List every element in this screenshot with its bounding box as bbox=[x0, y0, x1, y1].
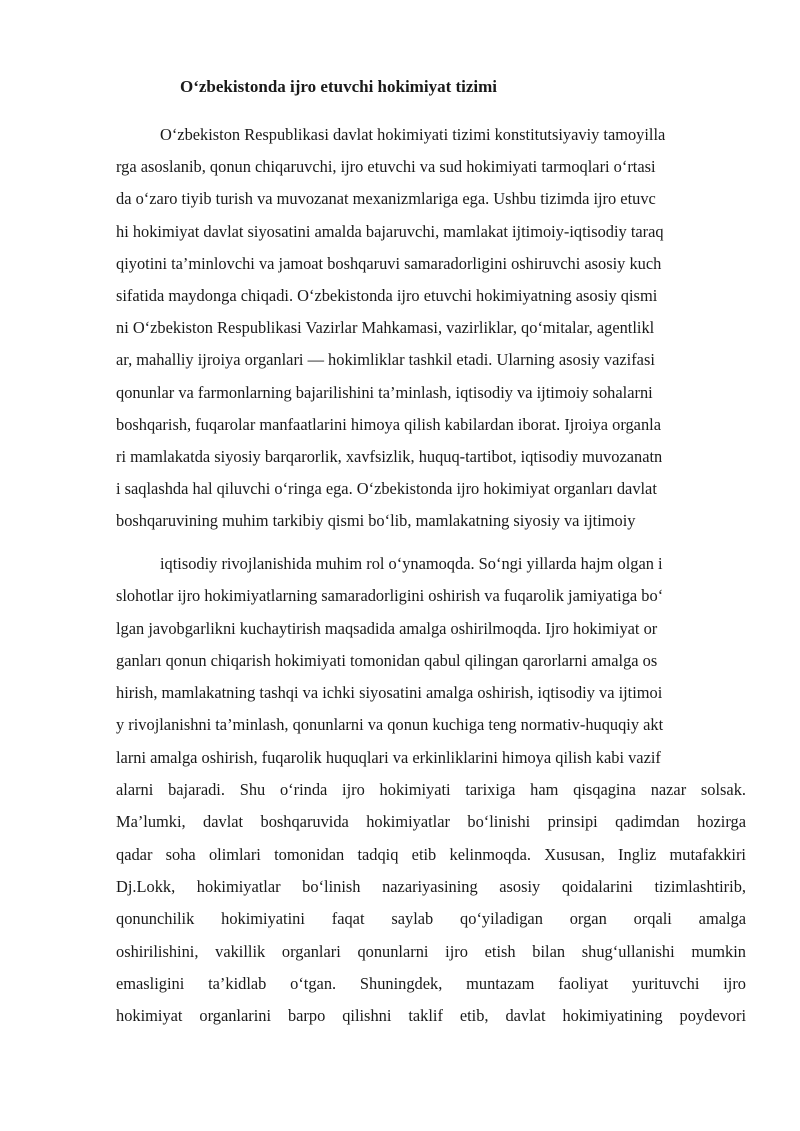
text-line: y rivojlanishni ta’minlash, qonunlarni va qonun kuchiga teng normativ-huquqiy akt bbox=[116, 715, 664, 735]
text-line: hirish, mamlakatning tashqi va ichki siyosatini amalga oshirish, iqtisodiy va ijtimoi bbox=[116, 683, 663, 703]
text-line: hi hokimiyat davlat siyosatini amalda bajaruvchi, mamlakat ijtimoiy-iqtisodiy taraq bbox=[116, 221, 664, 241]
text-line: da o‘zaro tiyib turish va muvozanat mexanizmlariga ega. Ushbu tizimda ijro etuvc bbox=[116, 189, 656, 209]
text-line: Dj.Lokk, hokimiyatlar bo‘linish nazariyasining asosiy qoidalarini tizimlashtirib, bbox=[116, 876, 746, 896]
text-line: hokimiyat organlarini barpo qilishni taklif etib, davlat hokimiyatining poydevori bbox=[116, 1006, 746, 1026]
text-line: qadar soha olimlari tomonidan tadqiq etib kelinmoqda. Xususan, Ingliz mutafakkiri bbox=[116, 844, 746, 864]
document-title: O‘zbekistonda ijro etuvchi hokimiyat tizimi bbox=[180, 77, 498, 96]
text-line: ni O‘zbekiston Respublikasi Vazirlar Mahkamasi, vazirliklar, qo‘mitalar, agentlikl bbox=[116, 318, 655, 338]
text-line: qonunlar va farmonlarning bajarilishini ta’minlash, iqtisodiy va ijtimoiy sohalarni bbox=[116, 382, 653, 402]
text-line: emasligini ta’kidlab o‘tgan. Shuningdek, muntazam faoliyat yurituvchi ijro bbox=[116, 973, 746, 993]
paragraph-2 bbox=[116, 548, 746, 1032]
text-line: iqtisodiy rivojlanishida muhim rol o‘ynamoqda. So‘ngi yillarda hajm olgan i bbox=[160, 554, 663, 573]
text-line: oshirilishini, vakillik organlari qonunlarni ijro etish bilan shug‘ullanishi mumkin bbox=[116, 941, 746, 961]
text-line: rga asoslanib, qonun chiqaruvchi, ijro etuvchi va sud hokimiyati tarmoqlari o‘rtasi bbox=[116, 157, 656, 177]
text-line: ar, mahalliy ijroiya organlari — hokimliklar tashkil etadi. Ularning asosiy vazifasi bbox=[116, 350, 655, 370]
text-line: larni amalga oshirish, fuqarolik huquqlari va erkinliklarini himoya qilish kabi vazif bbox=[116, 747, 661, 767]
text-line: ganları qonun chiqarish hokimiyati tomonidan qabul qilingan qarorlarni amalga os bbox=[116, 650, 658, 670]
text-line: slohotlar ijro hokimiyatlarning samaradorligini oshirish va fuqarolik jamiyatiga bo‘ bbox=[116, 586, 664, 606]
text-line: alarni bajaradi. Shu o‘rinda ijro hokimiyati tarixiga ham qisqagina nazar solsak. bbox=[116, 780, 746, 800]
text-line: qiyotini ta’minlovchi va jamoat boshqaruvi samaradorligini oshiruvchi asosiy kuch bbox=[116, 253, 662, 273]
text-line: boshqarish, fuqarolar manfaatlarini himoya qilish kabilardan iborat. Ijroiya organla bbox=[116, 414, 661, 434]
text-line: O‘zbekiston Respublikasi davlat hokimiyati tizimi konstitutsiyaviy tamoyilla bbox=[160, 125, 666, 144]
paragraph-1 bbox=[116, 119, 746, 537]
text-line: sifatida maydonga chiqadi. O‘zbekistonda ijro etuvchi hokimiyatning asosiy qismi bbox=[116, 285, 658, 305]
text-line: boshqaruvining muhim tarkibiy qismi bo‘lib, mamlakatning siyosiy va ijtimoiy bbox=[116, 511, 636, 531]
text-line: lgan javobgarlikni kuchaytirish maqsadida amalga oshirilmoqda. Ijro hokimiyat or bbox=[116, 618, 658, 638]
text-line: i saqlashda hal qiluvchi o‘ringa ega. O‘zbekistonda ijro hokimiyat organları davlat bbox=[116, 479, 657, 499]
text-line: qonunchilik hokimiyatini faqat saylab qo‘yiladigan organ orqali amalga bbox=[116, 909, 746, 929]
text-line: ri mamlakatda siyosiy barqarorlik, xavfsizlik, huquq-tartibot, iqtisodiy muvozanatn bbox=[116, 446, 663, 466]
text-line: Ma’lumki, davlat boshqaruvida hokimiyatlar bo‘linishi prinsipi qadimdan hozirga bbox=[116, 812, 746, 832]
